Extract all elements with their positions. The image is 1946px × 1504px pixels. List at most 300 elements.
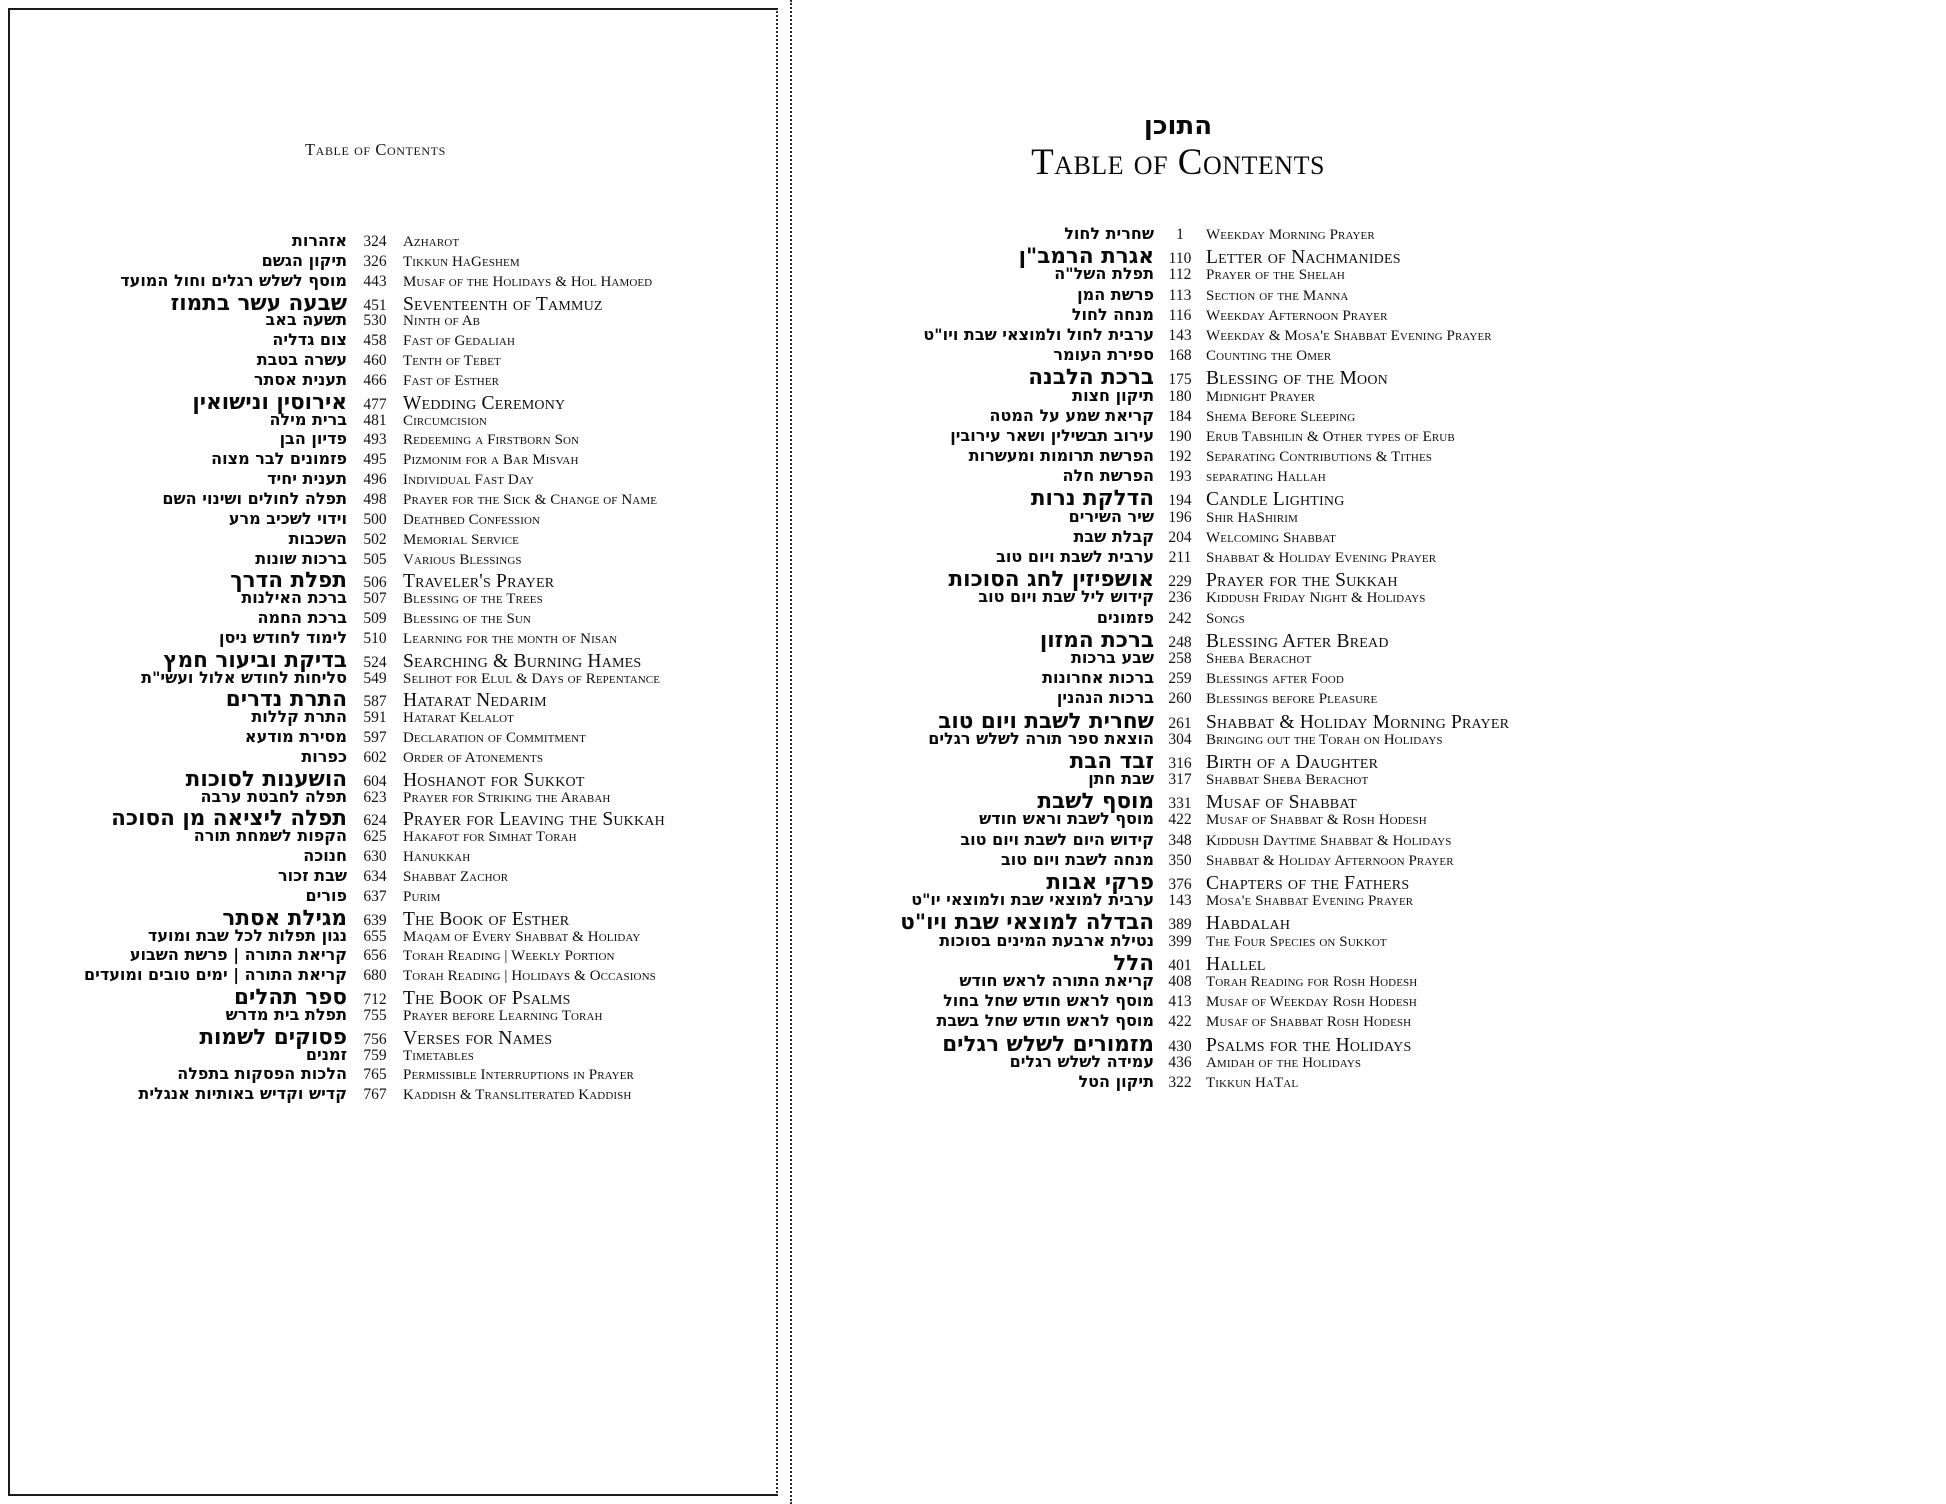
hebrew-title: הלכות הפסקות בתפלה [177, 1064, 347, 1084]
page-number: 422 [1168, 811, 1192, 829]
english-title: Permissible Interruptions in Prayer [403, 1067, 634, 1084]
english-title: The Four Species on Sukkot [1206, 933, 1387, 950]
page-number: 597 [363, 729, 387, 747]
hebrew-title: סליחות לחודש אלול ועשי"ת [141, 667, 347, 687]
english-title: Ninth of Ab [403, 313, 481, 330]
toc-row [892, 870, 1532, 895]
page-number: 756 [363, 1030, 387, 1048]
english-title: Memorial Service [403, 531, 519, 548]
toc-row [115, 747, 777, 767]
english-title: Timetables [403, 1047, 475, 1064]
hebrew-title: הושענות לסוכות [185, 766, 347, 792]
toc-hebrew-title: התוכן [1143, 111, 1213, 141]
page-number: 623 [363, 788, 387, 806]
toc-row [115, 846, 777, 866]
page-number: 193 [1168, 468, 1192, 486]
toc-row [892, 668, 1532, 688]
toc-row [115, 588, 777, 608]
english-title: Shema Before Sleeping [1206, 408, 1356, 425]
page-number: 110 [1168, 250, 1192, 268]
english-title: Prayer for the Sick & Change of Name [403, 491, 658, 508]
hebrew-title: תיקון הטל [1078, 1071, 1154, 1091]
toc-row [115, 410, 777, 430]
page-number: 422 [1168, 1013, 1192, 1031]
hebrew-title: תיקון הגשם [261, 250, 347, 270]
toc-row [892, 285, 1532, 305]
english-title: Psalms for the Holidays [1206, 1034, 1412, 1056]
hebrew-title: שחרית לחול [1064, 224, 1154, 243]
toc-row [115, 449, 777, 469]
page-number: 211 [1168, 549, 1192, 566]
english-title: Musaf of Shabbat & Rosh Hodesh [1206, 812, 1427, 829]
toc-row [892, 1052, 1532, 1072]
hebrew-title: תענית אסתר [253, 369, 347, 389]
english-title: Musaf of the Holidays & Hol Hamoed [403, 273, 653, 290]
page-number: 759 [363, 1046, 387, 1064]
toc-row [115, 926, 777, 946]
page-number: 413 [1168, 993, 1192, 1011]
toc-row [892, 244, 1532, 270]
hebrew-title: קריאת התורה | פרשת השבוע [129, 945, 347, 965]
hebrew-title: וידוי לשכיב מרע [228, 508, 347, 528]
hebrew-title: הוצאת ספר תורה לשלש רגלים [928, 728, 1154, 748]
hebrew-title: ערבית לחול ולמוצאי שבת ויו"ט [923, 324, 1154, 344]
english-title: Maqam of Every Shabbat & Holiday [403, 928, 641, 945]
hebrew-title: תפלת בית מדרש [225, 1004, 347, 1024]
hebrew-title: ברכת המזון [1039, 627, 1154, 653]
english-title: Tenth of Tebet [403, 353, 501, 370]
english-title: Shabbat & Holiday Morning Prayer [1206, 711, 1510, 733]
english-title: Erub Tabshilin & Other types of Erub [1206, 428, 1455, 445]
hebrew-title: השכבות [288, 528, 347, 548]
english-title: Separating Contributions & Tithes [1206, 449, 1432, 466]
english-title: Prayer for Leaving the Sukkah [403, 809, 665, 831]
toc-row [115, 1064, 777, 1084]
toc-row [115, 549, 777, 569]
english-title: Shabbat & Holiday Evening Prayer [1206, 550, 1437, 566]
toc-row [892, 1011, 1532, 1031]
hebrew-title: מנחה לחול [1071, 304, 1154, 324]
hebrew-title: תיקון חצות [1072, 385, 1154, 405]
page-number: 408 [1168, 972, 1192, 990]
english-title: Blessing After Bread [1206, 630, 1389, 652]
english-title: Musaf of Shabbat Rosh Hodesh [1206, 1014, 1412, 1031]
hebrew-title: מסירת מודעא [244, 727, 347, 747]
hebrew-title: הפרשת חלה [1062, 466, 1154, 486]
english-title: Shabbat & Holiday Afternoon Prayer [1206, 852, 1454, 869]
toc-row [115, 509, 777, 529]
page-number: 116 [1168, 306, 1192, 324]
toc-row [892, 507, 1532, 527]
hebrew-title: אירוסין ונישואין [192, 389, 347, 415]
page-number: 530 [363, 312, 387, 330]
page-number: 506 [363, 574, 387, 592]
page-number: 496 [363, 471, 387, 489]
toc-row [115, 310, 777, 330]
hebrew-title: שבעה עשר בתמוז [170, 290, 347, 316]
english-title: Redeeming a Firstborn Son [403, 432, 580, 449]
toc-row [115, 529, 777, 549]
english-title: Songs [1206, 610, 1245, 627]
hebrew-title: קריאת התורה לראש חודש [959, 970, 1154, 990]
page-number: 322 [1168, 1073, 1192, 1091]
english-title: Habdalah [1206, 913, 1291, 935]
page-number: 326 [363, 252, 387, 270]
english-title: Hoshanot for Sukkot [403, 769, 585, 791]
toc-row [115, 1045, 777, 1065]
page-number: 399 [1168, 932, 1192, 950]
page-number: 350 [1168, 851, 1192, 869]
english-title: Shabbat Sheba Berachot [1206, 772, 1369, 789]
toc-row [892, 426, 1532, 446]
page-number: 755 [363, 1006, 387, 1024]
hebrew-title: מנחה לשבת ויום טוב [1001, 849, 1154, 869]
hebrew-title: אזהרות [291, 231, 347, 250]
hebrew-title: פזמונים [1096, 607, 1154, 627]
page-number: 765 [363, 1066, 387, 1084]
toc-row [892, 648, 1532, 668]
hebrew-title: צום גדליה [272, 330, 347, 350]
toc-row [115, 608, 777, 628]
toc-row [115, 271, 777, 291]
hebrew-title: ברכת הלבנה [1028, 365, 1154, 391]
page-number: 236 [1168, 589, 1192, 607]
toc-row [115, 350, 777, 370]
page-number: 509 [363, 610, 387, 628]
hebrew-title: נטילת ארבעת המינים בסוכות [939, 930, 1154, 950]
right-page [790, 0, 1946, 1504]
hebrew-title: קידוש ליל שבת ויום טוב [978, 587, 1154, 607]
english-title: The Book of Esther [403, 908, 570, 930]
toc-row [892, 708, 1532, 734]
toc-row [892, 748, 1532, 774]
page-number: 451 [363, 296, 387, 314]
toc-row [892, 830, 1532, 850]
hebrew-title: ברכות שונות [255, 548, 347, 568]
english-title: Shabbat Zachor [403, 869, 509, 885]
english-title: Pizmonim for a Bar Misvah [403, 452, 579, 469]
page-number: 258 [1168, 649, 1192, 667]
hebrew-title: חנוכה [303, 846, 347, 866]
hebrew-title: אגרת הרמב"ן [1018, 244, 1154, 270]
english-title: Kiddush Daytime Shabbat & Holidays [1206, 832, 1452, 849]
toc-row [115, 330, 777, 350]
hebrew-title: שבת זכור [278, 866, 347, 885]
hebrew-title: ערבית למוצאי שבת ולמוצאי יו"ט [911, 890, 1154, 910]
toc-row [115, 1024, 777, 1050]
english-title: Fast of Gedaliah [403, 333, 515, 350]
hebrew-title: הלל [1113, 950, 1154, 976]
toc-row [892, 910, 1532, 936]
english-title: Torah Reading for Rosh Hodesh [1206, 973, 1418, 990]
english-title: Kaddish & Transliterated Kaddish [403, 1087, 632, 1104]
hebrew-title: מוסף לשבת וראש חודש [979, 809, 1154, 829]
english-title: Blessing of the Moon [1206, 368, 1388, 390]
toc-row [115, 251, 777, 271]
toc-row [892, 1031, 1532, 1057]
hebrew-title: מזמורים לשלש רגלים [942, 1031, 1154, 1057]
page-number: 168 [1168, 347, 1192, 365]
english-title: Verses for Names [403, 1027, 553, 1049]
page-number: 180 [1168, 387, 1192, 405]
page-number: 192 [1168, 448, 1192, 466]
page-number: 143 [1168, 326, 1192, 344]
english-title: Hallel [1206, 953, 1266, 975]
page-number: 194 [1168, 492, 1192, 510]
hebrew-title: תפלה ליציאה מן הסוכה [111, 806, 347, 832]
page-number: 436 [1168, 1053, 1192, 1071]
hebrew-title: ספר תהלים [234, 985, 347, 1011]
page-number: 317 [1168, 771, 1192, 789]
english-title: Prayer before Learning Torah [403, 1007, 603, 1024]
english-title: Prayer for Striking the Arabah [403, 789, 611, 806]
hebrew-title: תפלה לחבטת ערבה [200, 786, 347, 806]
toc-row [892, 627, 1532, 653]
toc-row [115, 905, 777, 931]
page-number: 625 [363, 828, 387, 846]
page-number: 443 [363, 272, 387, 290]
page-number: 143 [1168, 892, 1192, 910]
english-title: Tikkun HaGeshem [403, 253, 520, 270]
english-title: Individual Fast Day [403, 472, 534, 489]
english-title: Weekday Afternoon Prayer [1206, 307, 1388, 324]
toc-row [892, 325, 1532, 345]
hebrew-title: תשעה באב [265, 310, 347, 330]
hebrew-title: ספירת העומר [1053, 345, 1154, 365]
toc-row [892, 950, 1532, 976]
right-toc-list [892, 224, 1532, 1092]
hebrew-title: בדיקת וביעור חמץ [163, 647, 347, 673]
hebrew-title: פרקי אבות [1046, 870, 1154, 895]
toc-row [115, 231, 777, 251]
toc-row [892, 224, 1532, 244]
left-toc-list [83, 231, 777, 1104]
page-number: 196 [1168, 508, 1192, 526]
page-number: 587 [363, 693, 387, 711]
toc-row [115, 647, 777, 673]
toc-row [115, 290, 777, 316]
main-header [792, 112, 1564, 184]
page-number: 175 [1168, 371, 1192, 389]
page-number: 500 [363, 510, 387, 528]
english-title: Shir HaShirim [1206, 509, 1298, 526]
english-title: Azharot [403, 234, 460, 250]
toc-row [892, 1072, 1532, 1092]
toc-row [892, 789, 1532, 815]
page-number: 634 [363, 868, 387, 885]
toc-row [892, 729, 1532, 749]
english-title: Musaf of Shabbat [1206, 792, 1357, 814]
english-title: Section of the Manna [1206, 287, 1349, 304]
hebrew-title: מוסף לשבת [1037, 789, 1154, 815]
english-title: Searching & Burning Hames [403, 650, 642, 672]
hebrew-title: הבדלה למוצאי שבת ויו"ט [900, 910, 1154, 936]
hebrew-title: עשרה בטבת [256, 350, 347, 370]
toc-row [892, 547, 1532, 567]
page-number: 510 [363, 629, 387, 647]
toc-row [892, 365, 1532, 391]
toc-row [892, 466, 1532, 486]
toc-row [115, 727, 777, 747]
page-number: 1 [1176, 226, 1184, 243]
toc-row [115, 1005, 777, 1025]
english-title: Blessings before Pleasure [1206, 691, 1378, 708]
page-number: 493 [363, 431, 387, 449]
english-title: Declaration of Commitment [403, 730, 587, 747]
toc-row [892, 608, 1532, 628]
english-title: The Book of Psalms [403, 988, 571, 1010]
hebrew-title: הקפות לשמחת תורה [193, 826, 347, 846]
hebrew-title: פסוקים לשמות [199, 1024, 347, 1050]
english-title: Welcoming Shabbat [1206, 529, 1337, 546]
english-title: Birth of a Daughter [1206, 751, 1379, 773]
english-title: Torah Reading | Weekly Portion [403, 948, 615, 965]
english-title: Kiddush Friday Night & Holidays [1206, 590, 1426, 607]
english-title: Blessing of the Trees [403, 591, 543, 608]
hebrew-title: זבד הבת [1069, 748, 1154, 774]
page-number: 304 [1168, 730, 1192, 748]
english-title: separating Hallah [1206, 469, 1326, 486]
hebrew-title: פזמונים לבר מצוה [211, 449, 347, 469]
english-title: Bringing out the Torah on Holidays [1206, 731, 1443, 748]
page-number: 656 [363, 947, 387, 965]
toc-row [892, 486, 1532, 512]
hebrew-title: ברכת החמה [257, 608, 347, 628]
toc-row [111, 806, 777, 832]
page-number: 481 [363, 411, 387, 429]
toc-row [115, 707, 777, 727]
toc-row [892, 527, 1532, 547]
hebrew-title: לימוד לחודש ניסן [218, 627, 347, 647]
hebrew-title: התרת קללות [251, 707, 347, 727]
page-number: 401 [1168, 956, 1192, 974]
toc-row [892, 769, 1532, 789]
page-number: 637 [363, 887, 387, 905]
english-title: Tikkun HaTal [1206, 1074, 1299, 1091]
english-title: Musaf of Weekday Rosh Hodesh [1206, 994, 1417, 1011]
toc-row [115, 489, 777, 509]
english-title: Sheba Berachot [1206, 650, 1312, 667]
page-number: 112 [1168, 266, 1192, 284]
english-title: Hakafot for Simhat Torah [403, 829, 577, 846]
page-number: 498 [363, 490, 387, 508]
left-page [8, 8, 778, 1496]
left-page-running-header: Table of Contents [305, 140, 446, 159]
page-number: 712 [363, 991, 387, 1009]
hebrew-title: פורים [305, 885, 347, 905]
toc-row [115, 945, 777, 965]
hebrew-title: תפלת הדרך [230, 568, 347, 594]
page-number: 639 [363, 911, 387, 929]
page-number: 348 [1168, 831, 1192, 849]
page-number: 466 [363, 371, 387, 389]
hebrew-title: ברית מילה [269, 409, 347, 429]
toc-row [115, 766, 777, 792]
english-title: Counting the Omer [1206, 348, 1332, 365]
page-number: 591 [363, 709, 387, 727]
toc-row [892, 971, 1532, 991]
page-number: 259 [1168, 670, 1192, 688]
toc-row [115, 886, 777, 906]
hebrew-title: מוסף לשלש רגלים וחול המועד [120, 270, 347, 290]
english-title: Purim [403, 888, 441, 905]
page-number: 331 [1168, 795, 1192, 813]
toc-row [892, 305, 1532, 325]
english-title: Deathbed Confession [403, 511, 541, 528]
toc-row [115, 628, 777, 648]
toc-row [115, 370, 777, 390]
page-number: 507 [363, 590, 387, 608]
toc-row [115, 866, 777, 886]
page-number: 261 [1168, 714, 1192, 732]
english-title: Prayer for the Sukkah [1206, 570, 1398, 592]
page-number: 248 [1168, 633, 1192, 651]
page-number: 602 [363, 748, 387, 766]
page-number: 316 [1168, 754, 1192, 772]
toc-row [83, 965, 777, 985]
hebrew-title: ערבית לשבת ויום טוב [996, 547, 1154, 566]
page-number: 495 [363, 451, 387, 469]
toc-row [115, 668, 777, 688]
page-number: 260 [1168, 690, 1192, 708]
page-number: 204 [1168, 528, 1192, 546]
hebrew-title: קבלת שבת [1073, 526, 1154, 546]
page-number: 604 [363, 772, 387, 790]
toc-row [892, 890, 1532, 910]
english-title: Hatarat Nedarim [403, 690, 547, 712]
page-number: 655 [363, 927, 387, 945]
english-title: Selihot for Elul & Days of Repentance [403, 670, 661, 687]
hebrew-title: התרת נדרים [225, 687, 347, 713]
hebrew-title: שבת חתן [1088, 769, 1154, 789]
english-title: Mosa'e Shabbat Evening Prayer [1206, 893, 1414, 910]
hebrew-title: עמידה לשלש רגלים [1009, 1051, 1154, 1071]
hebrew-title: אושפיזין לחג הסוכות [948, 567, 1154, 593]
hebrew-title: תענית יחיד [267, 469, 347, 489]
english-title: Weekday & Mosa'e Shabbat Evening Prayer [1206, 327, 1492, 344]
english-title: Letter of Nachmanides [1206, 247, 1401, 269]
toc-row [892, 587, 1532, 607]
page-number: 376 [1168, 876, 1192, 893]
page-number: 460 [363, 352, 387, 370]
english-title: Wedding Ceremony [403, 392, 566, 414]
toc-row [892, 567, 1532, 593]
english-title: Amidah of the Holidays [1206, 1054, 1362, 1071]
english-title: Hanukkah [403, 849, 471, 866]
hebrew-title: ברכת האילנות [241, 588, 347, 608]
english-title: Blessing of the Sun [403, 611, 532, 628]
toc-english-title: Table of Contents [1031, 141, 1325, 183]
hebrew-title: מוסף לראש חודש שחל בשבת [936, 1011, 1154, 1031]
page-number: 549 [363, 669, 387, 687]
page-number: 389 [1168, 916, 1192, 934]
hebrew-title: כפרות [301, 746, 347, 766]
page-number: 624 [363, 812, 387, 830]
toc-row [892, 264, 1532, 284]
hebrew-title: מגילת אסתר [222, 905, 347, 931]
english-title: Learning for the month of Nisan [403, 630, 618, 647]
english-title: Blessings after Food [1206, 671, 1344, 688]
toc-row [892, 406, 1532, 426]
hebrew-title: שיר השירים [1068, 506, 1154, 526]
toc-row [115, 469, 777, 489]
english-title: Traveler's Prayer [403, 571, 555, 593]
hebrew-title: שבע ברכות [1071, 647, 1154, 667]
page-number: 505 [363, 550, 387, 568]
page-number: 680 [363, 967, 387, 985]
toc-row [892, 931, 1532, 951]
hebrew-title: הדלקת נרות [1030, 486, 1154, 512]
